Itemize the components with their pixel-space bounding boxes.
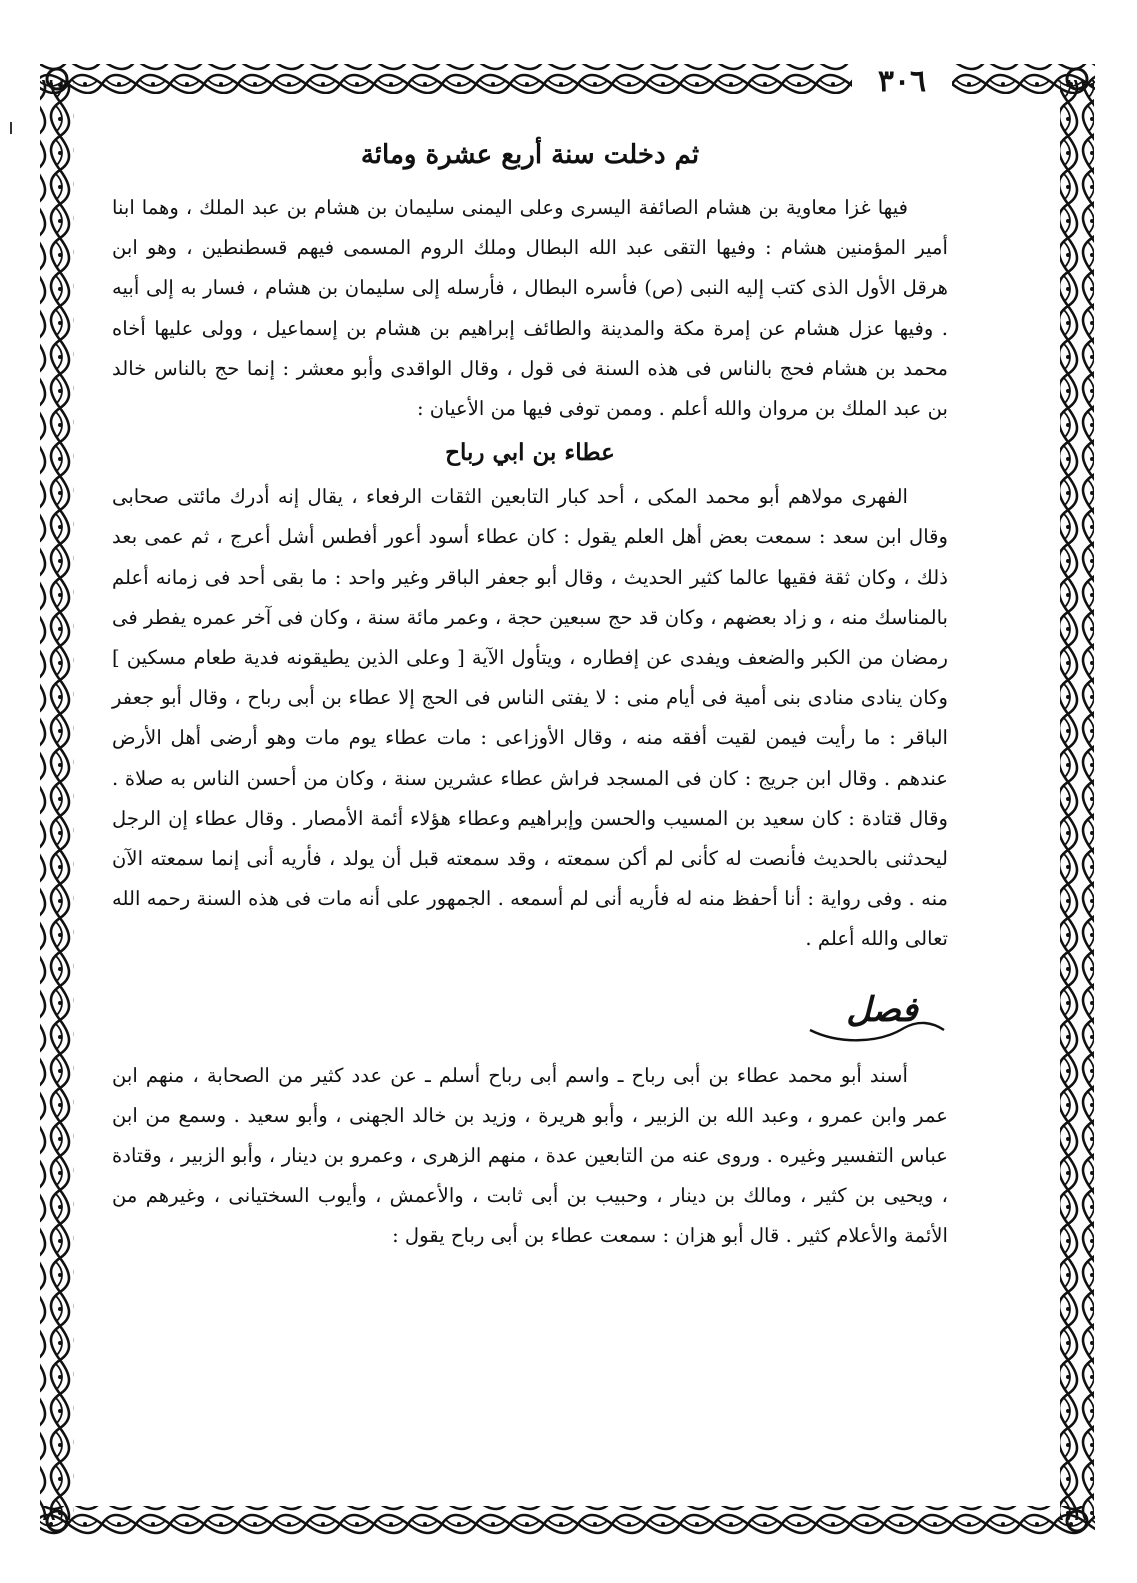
section-ornament: فصل (846, 989, 918, 1030)
biography-heading: عطاء بن ابي رباح (445, 439, 615, 467)
biography-paragraph: الفهرى مولاهم أبو محمد المكى ، أحد كبار التابعين الثقات الرفعاء ، يقال إنه أدرك مائتى صحابى وقال ابن سعد : سمعت بعض أهل العلم يقول : كان عطاء أسود أعور أفطس أشل أعرج ، ثم عمى بعد ذلك ، وكان ثقة فقيها عالما كثير الحديث ، وقال أبو جعفر الباقر وغير واحد : ما بقى أحد فى زمانه أعلم بالمناسك منه ، و زاد بعضهم ، وكان قد حج سبعين حجة ، وعمر مائة سنة ، وكان فى آخر عمره يفطر فى رمضان من الكبر والضعف ويفدى عن إفطاره ، ويتأول الآية [ وعلى الذين يطيقونه فدية طعام مسكين ] وكان ينادى منادى بنى أمية فى أيام منى : لا يفتى الناس فى الحج إلا عطاء بن أبى رباح ، وقال أبو جعفر الباقر : ما رأيت فيمن لقيت أفقه منه ، وقال الأوزاعى : مات عطاء يوم مات وهو أرضى أهل الأرض عندهم . وقال ابن جريج : كان فى المسجد فراش عطاء عشرين سنة ، وكان من أحسن الناس به صلاة . وقال قتادة : كان سعيد بن المسيب والحسن وإبراهيم وعطاء هؤلاء أئمة الأمصار . وقال عطاء إن الرجل ليحدثنى بالحديث فأنصت له كأنى لم أكن سمعته ، وقد سمعته قبل أن يولد ، فأريه أنى إنما سمعته الآن منه . وفى رواية : أنا أحفظ منه له فأريه أنى لم أسمعه . الجمهور على أنه مات فى هذه السنة رحمه الله تعالى والله أعلم . (112, 485, 949, 951)
margin-mark (10, 122, 12, 134)
page-content (112, 128, 948, 1257)
ornament-flourish (808, 1016, 948, 1046)
intro-paragraph: فيها غزا معاوية بن هشام الصائفة اليسرى وعلى اليمنى سليمان بن هشام بن عبد الملك ، وهما ابنا أمير المؤمنين هشام : وفيها التقى عبد الله البطال وملك الروم المسمى فيهم قسطنطين ، وهو ابن هرقل الأول الذى كتب إليه النبى (ص) فأسره البطال ، فأرسله إلى سليمان بن هشام ، فسار به إلى أبيه . وفيها عزل هشام عن إمرة مكة والمدينة والطائف إبراهيم بن هشام بن إسماعيل ، وولى عليها أخاه محمد بن هشام فحج بالناس فى هذه السنة فى قول ، وقال الواقدى وأبو معشر : إنما حج بالناس خالد بن عبد الملك بن مروان والله أعلم . وممن توفى فيها من الأعيان : (112, 196, 948, 421)
year-heading: ثم دخلت سنة أربع عشرة ومائة (360, 140, 700, 170)
section-ornament-block (112, 960, 948, 1056)
fasl-paragraph: أسند أبو محمد عطاء بن أبى رباح ـ واسم أبى رباح أسلم ـ عن عدد كثير من الصحابة ، منهم ابن عمر وابن عمرو ، وعبد الله بن الزبير ، وأبو هريرة ، وزيد بن خالد الجهنى ، وأبو سعيد . وسمع من ابن عباس التفسير وغيره . وروى عنه من التابعين عدة ، منهم الزهرى ، وعمرو بن دينار ، وأبو الزبير ، وقتادة ، ويحيى بن كثير ، ومالك بن دينار ، وحبيب بن أبى ثابت ، والأعمش ، وأيوب السختيانى ، وغيرهم من الأئمة والأعلام كثير . قال أبو هزان : سمعت عطاء بن أبى رباح يقول : (112, 1063, 948, 1248)
page-number: ٣٠٦ (852, 60, 952, 104)
